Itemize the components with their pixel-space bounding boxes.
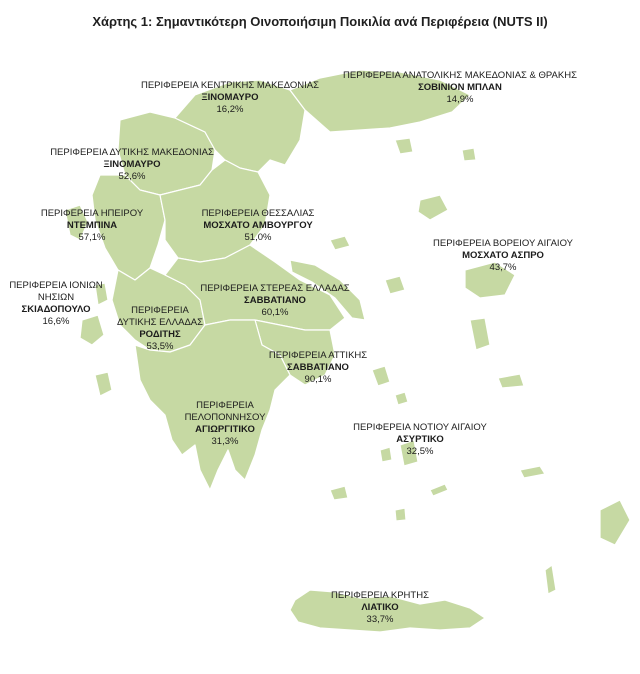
variety-name: ΞΙΝΟΜΑΥΡΟ bbox=[201, 92, 259, 103]
region-shape-sporades bbox=[330, 236, 350, 250]
region-name: ΠΕΡΙΦΕΡΕΙΑ ΒΟΡΕΙΟΥ ΑΙΓΑΙΟΥ bbox=[433, 238, 573, 249]
label-dytiki-makedonia bbox=[50, 147, 214, 183]
region-name-line1: ΠΕΡΙΦΕΡΕΙΑ bbox=[131, 305, 189, 316]
share-value: 57,1% bbox=[78, 232, 106, 243]
region-name: ΠΕΡΙΦΕΡΕΙΑ ΝΟΤΙΟΥ ΑΙΓΑΙΟΥ bbox=[353, 422, 487, 433]
region-shape-zakynthos bbox=[95, 372, 112, 396]
variety-name: ΑΓΙΩΡΓΙΤΙΚΟ bbox=[195, 424, 255, 435]
label-attiki bbox=[269, 350, 367, 386]
region-shape-andros bbox=[372, 366, 390, 386]
region-shape-thasos bbox=[395, 138, 413, 154]
region-name: ΠΕΡΙΦΕΡΕΙΑ ΔΥΤΙΚΗΣ ΜΑΚΕΔΟΝΙΑΣ bbox=[50, 147, 214, 158]
region-name: ΠΕΡΙΦΕΡΕΙΑ ΣΤΕΡΕΑΣ ΕΛΛΑΔΑΣ bbox=[200, 283, 350, 294]
variety-name: ΣΑΒΒΑΤΙΑΝΟ bbox=[244, 295, 306, 306]
region-shape-kos bbox=[520, 466, 545, 478]
region-shape-chios bbox=[470, 318, 490, 350]
share-value: 33,7% bbox=[366, 614, 394, 625]
variety-name: ΞΙΝΟΜΑΥΡΟ bbox=[103, 159, 161, 170]
share-value: 14,9% bbox=[446, 94, 474, 105]
variety-name: ΛΙΑΤΙΚΟ bbox=[361, 602, 399, 613]
label-notio-aigaio bbox=[353, 422, 487, 458]
region-shape-limnos bbox=[418, 195, 448, 220]
region-name-line1: ΠΕΡΙΦΕΡΕΙΑ bbox=[196, 400, 254, 411]
region-shape-skyros bbox=[385, 276, 405, 294]
region-shape-milos bbox=[330, 486, 348, 500]
variety-name: ΑΣΥΡΤΙΚΟ bbox=[396, 434, 444, 445]
region-name: ΠΕΡΙΦΕΡΕΙΑ ΚΡΗΤΗΣ bbox=[331, 590, 429, 601]
region-shape-santorini bbox=[395, 508, 406, 521]
region-name-line2: ΔΥΤΙΚΗΣ ΕΛΛΑΔΑΣ bbox=[116, 317, 204, 328]
label-ionia-nisia bbox=[9, 280, 102, 328]
variety-name: ΡΟΔΙΤΗΣ bbox=[139, 329, 181, 340]
label-peloponnisos bbox=[185, 400, 266, 448]
region-shape-samothraki bbox=[462, 148, 476, 161]
region-name-line2: ΠΕΛΟΠΟΝΝΗΣΟΥ bbox=[184, 412, 266, 423]
label-sterea-ellada bbox=[200, 283, 349, 319]
share-value: 43,7% bbox=[489, 262, 517, 273]
share-value: 16,6% bbox=[42, 316, 70, 327]
region-name: ΠΕΡΙΦΕΡΕΙΑ ΚΕΝΤΡΙΚΗΣ ΜΑΚΕΔΟΝΙΑΣ bbox=[140, 80, 320, 91]
variety-name: ΜΟΣΧΑΤΟ ΑΜΒΟΥΡΓΟΥ bbox=[203, 220, 313, 231]
region-name: ΠΕΡΙΦΕΡΕΙΑ ΑΝΑΤΟΛΙΚΗΣ ΜΑΚΕΔΟΝΙΑΣ & ΘΡΑΚΗΣ bbox=[343, 70, 577, 81]
region-shape-tinos bbox=[395, 392, 408, 405]
share-value: 53,5% bbox=[146, 341, 174, 352]
label-thessalia bbox=[202, 208, 315, 244]
variety-name: ΣΚΙΑΔΟΠΟΥΛΟ bbox=[21, 304, 91, 315]
label-voreio-aigaio bbox=[433, 238, 573, 274]
share-value: 16,2% bbox=[216, 104, 244, 115]
variety-name: ΝΤΕΜΠΙΝΑ bbox=[66, 220, 118, 231]
region-name-line1: ΠΕΡΙΦΕΡΕΙΑ ΙΟΝΙΩΝ bbox=[9, 280, 103, 291]
label-dytiki-ellada bbox=[117, 305, 203, 353]
region-shape-amorgos bbox=[430, 484, 448, 496]
region-shape-karpathos bbox=[545, 565, 556, 594]
share-value: 32,5% bbox=[406, 446, 434, 457]
share-value: 60,1% bbox=[261, 307, 289, 318]
region-shape-rhodes bbox=[600, 500, 630, 545]
region-name: ΠΕΡΙΦΕΡΕΙΑ ΑΤΤΙΚΗΣ bbox=[268, 350, 368, 361]
label-kriti bbox=[331, 590, 429, 626]
share-value: 31,3% bbox=[211, 436, 239, 447]
region-name-line2: ΝΗΣΙΩΝ bbox=[37, 292, 75, 303]
region-name: ΠΕΡΙΦΕΡΕΙΑ ΘΕΣΣΑΛΙΑΣ bbox=[201, 208, 315, 219]
variety-name: ΣΑΒΒΑΤΙΑΝΟ bbox=[287, 362, 349, 373]
region-name: ΠΕΡΙΦΕΡΕΙΑ ΗΠΕΙΡΟΥ bbox=[40, 208, 144, 219]
map-title: Χάρτης 1: Σημαντικότερη Οινοποιήσιμη Ποικιλία ανά Περιφέρεια (NUTS II) bbox=[92, 14, 548, 29]
variety-name: ΜΟΣΧΑΤΟ ΑΣΠΡΟ bbox=[462, 250, 544, 261]
region-shape-samos bbox=[498, 374, 524, 388]
label-kentriki-makedonia bbox=[141, 80, 319, 116]
label-anatoliki-makedonia-thraki bbox=[343, 70, 577, 106]
share-value: 51,0% bbox=[244, 232, 272, 243]
variety-name: ΣΟΒΙΝΙΟΝ ΜΠΛΑΝ bbox=[418, 82, 502, 93]
label-ipeiros bbox=[41, 208, 143, 244]
share-value: 90,1% bbox=[304, 374, 332, 385]
share-value: 52,6% bbox=[118, 171, 146, 182]
